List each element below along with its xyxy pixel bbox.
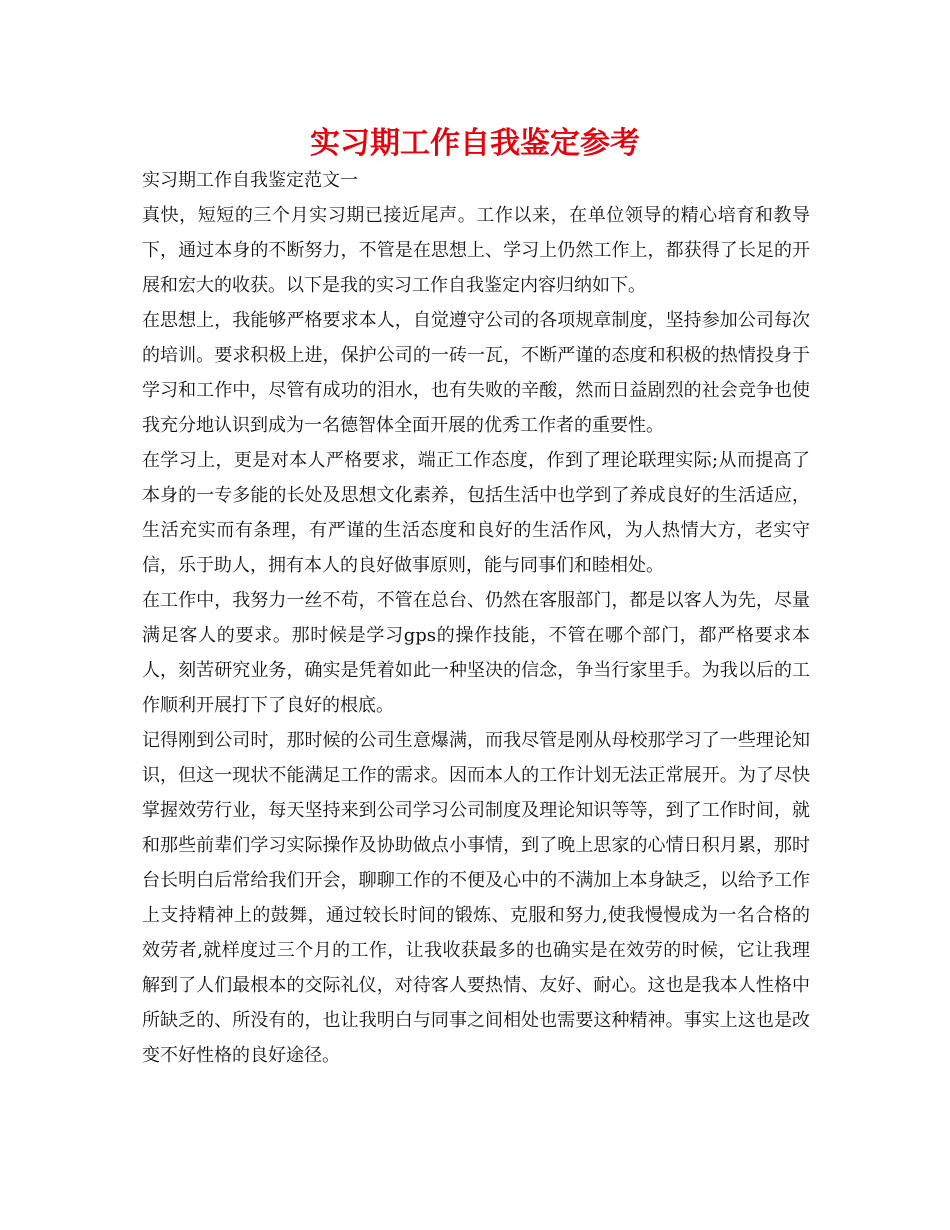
document-title: 实习期工作自我鉴定参考 (310, 126, 640, 161)
paragraph-2: 在思想上，我能够严格要求本人，自觉遵守公司的各项规章制度，坚持参加公司每次的培训。要求积极上进，保护公司的一砖一瓦，不断严谨的态度和积极的热情投身于学习和工作中，尽管有成功的泪水，也有失败的辛酸，然而日益剧烈的社会竞争也使我充分地认识到成为一名德智体全面开展的优秀工作者的重要性。 (142, 310, 810, 436)
paragraph-1: 真快，短短的三个月实习期已接近尾声。工作以来，在单位领导的精心培育和教导下，通过本身的不断努力，不管是在思想上、学习上仍然工作上，都获得了长足的开展和宏大的收获。以下是我的实习工作自我鉴定内容归纳如下。 (142, 205, 810, 296)
paragraph-4: 在工作中，我努力一丝不苟，不管在总台、仍然在客服部门，都是以客人为先，尽量满足客人的要求。那时候是学习gps的操作技能，不管在哪个部门，都严格要求本人，刻苦研究业务，确实是凭着如此一种坚决的信念，争当行家里手。为我以后的工作顺利开展打下了良好的根底。 (142, 590, 810, 716)
document-body (142, 163, 810, 1073)
paragraph-3: 在学习上，更是对本人严格要求，端正工作态度，作到了理论联理实际;从而提高了本身的一专多能的长处及思想文化素养，包括生活中也学到了养成良好的生活适应，生活充实而有条理，有严谨的生活态度和良好的生活作风，为人热情大方，老实守信，乐于助人，拥有本人的良好做事原则，能与同事们和睦相处。 (142, 450, 810, 576)
document-subtitle: 实习期工作自我鉴定范文一 (142, 170, 358, 191)
paragraph-5: 记得刚到公司时，那时候的公司生意爆满，而我尽管是刚从母校那学习了一些理论知识，但这一现状不能满足工作的需求。因而本人的工作计划无法正常展开。为了尽快掌握效劳行业，每天坚持来到公司学习公司制度及理论知识等等，到了工作时间，就和那些前辈们学习实际操作及协助做点小事情，到了晚上思家的心情日积月累，那时台长明白后常给我们开会，聊聊工作的不便及心中的不满加上本身缺乏，以给予工作上支持精神上的鼓舞，通过较长时间的锻炼、克服和努力,使我慢慢成为一名合格的效劳者,就样度过三个月的工作，让我收获最多的也确实是在效劳的时候，它让我理解到了人们最根本的交际礼仪，对待客人要热情、友好、耐心。这也是我本人性格中所缺乏的、所没有的，也让我明白与同事之间相处也需要这种精神。事实上这也是改变不好性格的良好途径。 (142, 730, 810, 1066)
